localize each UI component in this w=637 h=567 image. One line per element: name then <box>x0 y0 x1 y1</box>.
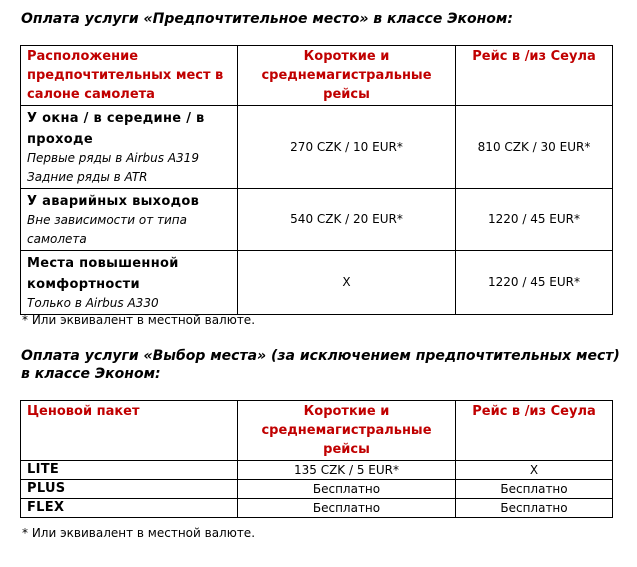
table-row <box>21 499 613 518</box>
header-short-haul: Короткие и среднемагистральные рейсы <box>238 46 456 106</box>
row-label: У окна / в середине / в проходе <box>27 111 205 147</box>
section2-footnote: * Или эквивалент в местной валюте. <box>22 526 256 540</box>
seat-selection-price-table <box>20 400 613 518</box>
table-header-row <box>21 401 613 461</box>
package-label: FLEX <box>21 499 238 518</box>
table-header-row <box>21 46 613 106</box>
price-short-haul: X <box>238 251 456 315</box>
price-seoul: 810 CZK / 30 EUR* <box>456 106 613 189</box>
table-row <box>21 251 613 315</box>
row-note: Первые ряды в Airbus A319 <box>27 151 199 165</box>
price-short-haul: 540 CZK / 20 EUR* <box>238 189 456 251</box>
header-short-haul: Короткие и среднемагистральные рейсы <box>238 401 456 461</box>
preferred-seat-price-table <box>20 45 613 315</box>
table-row <box>21 480 613 499</box>
price-short-haul: 270 CZK / 10 EUR* <box>238 106 456 189</box>
row-label-cell <box>21 106 238 189</box>
price-seoul: 1220 / 45 EUR* <box>456 251 613 315</box>
header-location: Расположение предпочтительных мест в салоне самолета <box>21 46 238 106</box>
row-label: Места повышенной комфортности <box>27 256 179 292</box>
price-short-haul: 135 CZK / 5 EUR* <box>238 461 456 480</box>
section1-title: Оплата услуги «Предпочтительное место» в классе Эконом: <box>21 11 513 27</box>
price-short-haul: Бесплатно <box>238 480 456 499</box>
package-label: LITE <box>21 461 238 480</box>
price-seoul: 1220 / 45 EUR* <box>456 189 613 251</box>
row-note: Вне зависимости от типа самолета <box>27 213 188 246</box>
table-row <box>21 106 613 189</box>
table-row <box>21 461 613 480</box>
row-label-cell <box>21 189 238 251</box>
price-seoul: Бесплатно <box>456 499 613 518</box>
header-seoul: Рейс в /из Сеула <box>456 401 613 461</box>
row-label-cell <box>21 251 238 315</box>
row-label: У аварийных выходов <box>27 194 200 209</box>
price-seoul: X <box>456 461 613 480</box>
package-label: PLUS <box>21 480 238 499</box>
section1-footnote: * Или эквивалент в местной валюте. <box>22 313 256 327</box>
header-seoul: Рейс в /из Сеула <box>456 46 613 106</box>
table-row <box>21 189 613 251</box>
price-seoul: Бесплатно <box>456 480 613 499</box>
row-note: Только в Airbus A330 <box>27 296 159 310</box>
section2-title: Оплата услуги «Выбор места» (за исключением предпочтительных мест) в классе Эконом: <box>21 348 620 382</box>
header-package: Ценовой пакет <box>21 401 238 461</box>
price-short-haul: Бесплатно <box>238 499 456 518</box>
row-note: Задние ряды в ATR <box>27 170 148 184</box>
